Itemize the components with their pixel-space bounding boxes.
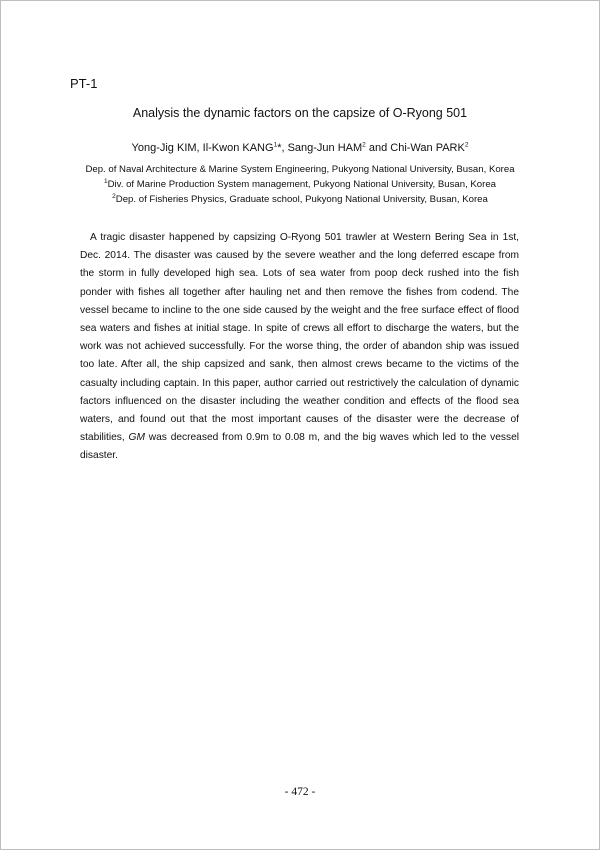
abstract-text: was decreased from 0.9m to 0.08 m, and the big waves which led to the vessel disaster.: [80, 432, 520, 462]
affiliation-1: [0, 179, 600, 190]
affiliation-superscript: 2: [112, 192, 116, 200]
author-text: *, Sang-Jun HAM: [277, 142, 363, 154]
author-superscript: 2: [362, 141, 366, 149]
paper-title: Analysis the dynamic factors on the capsize of O-Ryong 501: [132, 106, 468, 120]
author-text: and Chi-Wan PARK: [365, 142, 465, 154]
abstract-paragraph: [80, 229, 519, 466]
author-list: [0, 142, 600, 154]
author-superscript: 1: [273, 141, 278, 149]
author-text: Yong-Jig KIM, Il-Kwon KANG: [131, 142, 274, 154]
abstract-emphasis: GM: [128, 432, 145, 444]
session-code: PT-1: [70, 76, 98, 91]
affiliation-2: [0, 194, 600, 205]
affiliation-text: Dep. of Fisheries Physics, Graduate school, Pukyong National University, Busan, Korea: [115, 194, 488, 205]
page-number: - 472 -: [284, 786, 316, 798]
affiliation-main: Dep. of Naval Architecture & Marine System Engineering, Pukyong National University, Busan, Korea: [85, 164, 515, 175]
affiliation-text: Div. of Marine Production System management, Pukyong National University, Busan, Korea: [107, 179, 496, 190]
affiliation-superscript: 1: [104, 177, 108, 185]
abstract-text: A tragic disaster happened by capsizing O-Ryong 501 trawler at Western Bering Sea in 1st, Dec. 2014. The disaster was caused by the severe weather and the long deferred escape from the storm in fully developed high sea. Lots of sea water from poop deck rushed into the fish ponder with fishes all together after hauling net and then remove the fishes from codend. The vessel became to incline to the one side caused by the weight and the free surface effect of flood sea waters and fishes at initial stage. In spite of crews all effort to discharge the waters, but the work was not achieved successfully. For the worse thing, the order of abandon ship was issued too late. After all, the ship capsized and sank, then almost crews became to the victims of the casualty including captain. In this paper, author carried out restrictively the calculation of dynamic factors influenced on the disaster including the weather condition and effects of the flood sea waters, and found out that the most important causes of the disaster were the decrease of stabilities,: [80, 232, 519, 444]
author-superscript: 2: [464, 141, 469, 149]
